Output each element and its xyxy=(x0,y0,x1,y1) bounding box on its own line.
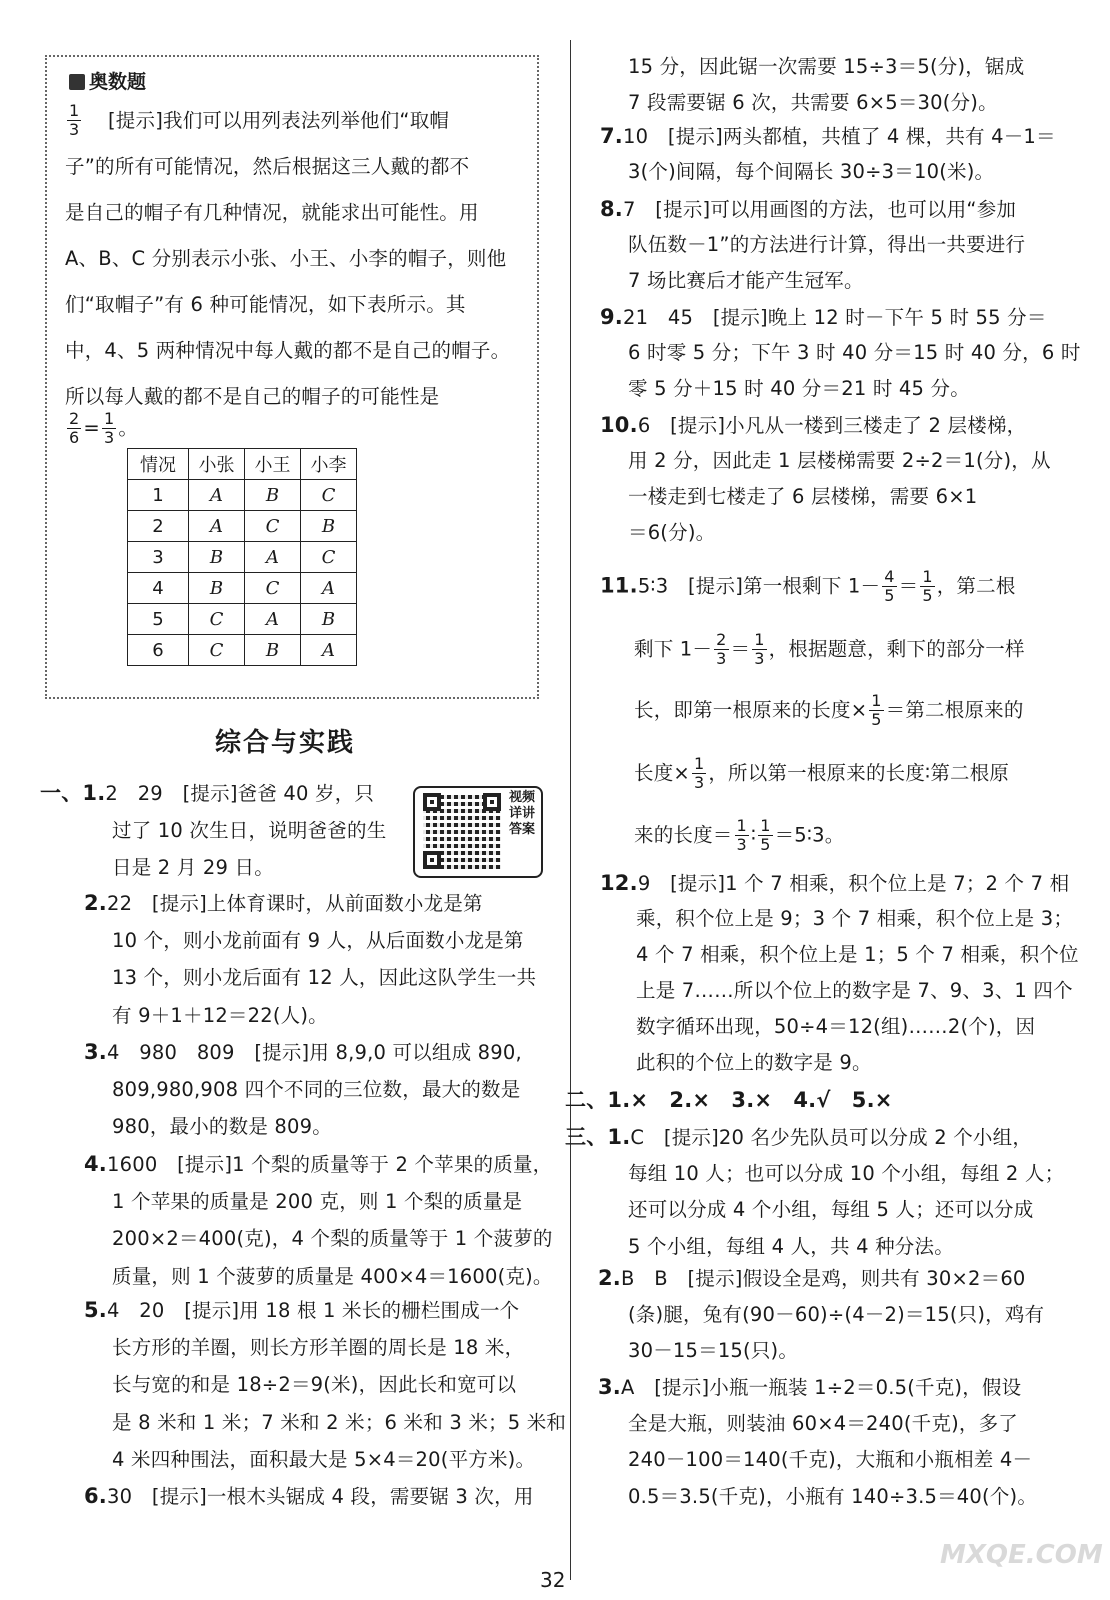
watermark-logo: MXQE.COM xyxy=(940,1540,1103,1570)
answer-line: 13 个，则小龙后面有 12 人，因此这队学生一共 xyxy=(112,966,537,989)
answer-line: 1 个苹果的质量是 200 克，则 1 个梨的质量是 xyxy=(112,1189,523,1213)
answer-line: 10 个，则小龙前面有 9 人，从后面数小龙是第 xyxy=(112,928,524,952)
olympiad-title: 奥数题 xyxy=(69,67,146,94)
answer-line: (条)腿，兔有(90－60)÷(4－2)＝15(只)，鸡有 xyxy=(628,1302,1045,1326)
item-number: 2. xyxy=(84,891,107,915)
answer-line: 零 5 分＋15 时 40 分＝21 时 45 分。 xyxy=(628,377,970,400)
olympiad-text-line: 中，4、5 两种情况中每人戴的都不是自己的帽子。 xyxy=(65,339,511,362)
qr-code-box[interactable] xyxy=(413,786,543,878)
answer-line: 质量，则 1 个菠萝的质量是 400×4＝1600(克)。 xyxy=(112,1264,553,1288)
item-number: 12. xyxy=(600,871,638,895)
answer-line: 6.30 [提示]一根木头锯成 4 段，需要锯 3 次，用 xyxy=(84,1484,534,1508)
olympiad-text-line: A、B、C 分别表示小张、小王、小李的帽子，则他 xyxy=(65,247,507,270)
table-header: 情况 小张 小王 小李 xyxy=(128,449,357,480)
answer-line: 0.5＝3.5(千克)，小瓶有 140÷3.5＝40(个)。 xyxy=(628,1484,1038,1508)
item-number: 三、1. xyxy=(565,1125,631,1149)
olympiad-final: $\frac{2}{6}$ = $\frac{1}{3}$ 。 xyxy=(69,409,139,448)
answer-line: 4 个 7 相乘，积个位上是 1；5 个 7 相乘，积个位 xyxy=(636,943,1079,966)
answer-line: 4 米四种围法，面积最大是 5×4＝20(平方米)。 xyxy=(112,1448,536,1471)
answer-line: 12.9 [提示]1 个 7 相乘，积个位上是 7；2 个 7 相 xyxy=(600,871,1070,895)
answer-line: 10.6 [提示]小凡从一楼到三楼走了 2 层楼梯， xyxy=(600,413,1027,437)
answer-line: 980，最小的数是 809。 xyxy=(112,1115,332,1138)
answer-line: 上是 7……所以个位上的数字是 7、9、3、1 四个 xyxy=(636,979,1073,1002)
qr-finder-icon xyxy=(423,793,441,811)
olympiad-text-line: 们“取帽子”有 6 种可能情况，如下表所示。其 xyxy=(65,293,466,316)
answer-line: 3.4 980 809 [提示]用 8,9,0 可以组成 890, xyxy=(84,1040,522,1064)
table-row: 4 B C A xyxy=(128,573,357,604)
answer-line: 30－15＝15(只)。 xyxy=(628,1339,799,1362)
item-number: 8. xyxy=(600,197,623,221)
answer-line: 是 8 米和 1 米；7 米和 2 米；6 米和 3 米；5 米和 xyxy=(112,1410,567,1434)
olympiad-text-line: 是自己的帽子有几种情况，就能求出可能性。用 xyxy=(65,201,479,224)
answer-line: 2.22 [提示]上体育课时，从前面数小龙是第 xyxy=(84,891,483,915)
answer-line: 5 个小组，每组 4 人，共 4 种分法。 xyxy=(628,1234,954,1258)
olympiad-text-line: 所以每人戴的都不是自己的帽子的可能性是 xyxy=(65,385,440,408)
answer-line: 全是大瓶，则装油 60×4＝240(千克)，多了 xyxy=(628,1411,1018,1435)
answer-line: 还可以分成 4 个小组，每组 5 人；还可以分成 xyxy=(628,1198,1034,1221)
q11-line-1: 11.5∶3 [提示]第一根剩下 1－ $\frac{4}{5}$ ＝ $\frac{1}{5}$ ，第二根 xyxy=(600,567,1016,606)
hat-table xyxy=(127,448,357,666)
q11-line-3: 长，即第一根原来的长度× $\frac{1}{5}$ ＝第二根原来的 xyxy=(634,691,1024,730)
qr-finder-icon xyxy=(423,851,441,869)
answer-line: 乘，积个位上是 9；3 个 7 相乘，积个位上是 3； xyxy=(636,907,1074,930)
item-number: 5. xyxy=(84,1298,107,1322)
q11-line-5: 来的长度＝ $\frac{1}{3}$ ∶ $\frac{1}{5}$ ＝5∶3。 xyxy=(634,816,845,855)
answer-line: 8.7 [提示]可以用画图的方法，也可以用“参加 xyxy=(600,197,1017,221)
answer-line: 一楼走到七楼走了 6 层楼梯，需要 6×1 xyxy=(628,485,978,508)
answer-line: 数字循环出现，50÷4＝12(组)……2(个)，因 xyxy=(636,1015,1036,1038)
table-row: 3 B A C xyxy=(128,542,357,573)
item-number: 2. xyxy=(598,1266,621,1290)
qr-label: 视频详讲答案 xyxy=(509,790,536,837)
table-row: 6 C B A xyxy=(128,635,357,666)
table-row: 5 C A B xyxy=(128,604,357,635)
answer-line: 6 时零 5 分；下午 3 时 40 分＝15 时 40 分，6 时 xyxy=(628,341,1081,364)
answer-line: ＝6(分)。 xyxy=(628,521,716,544)
olympiad-text-line: [提示]我们可以用列表法列举他们“取帽 xyxy=(108,109,450,132)
answer-line: 过了 10 次生日，说明爸爸的生 xyxy=(112,818,387,842)
answer-line: 长与宽的和是 18÷2＝9(米)，因此长和宽可以 xyxy=(112,1373,517,1396)
olympiad-answer: $\frac{1}{3}$ xyxy=(69,101,80,140)
column-divider xyxy=(570,40,571,1580)
answer-line: 队伍数－1”的方法进行计算，得出一共要进行 xyxy=(628,233,1026,256)
answer-line: 200×2＝400(克)，4 个梨的质量等于 1 个菠萝的 xyxy=(112,1227,553,1250)
answer-line: 有 9＋1＋12＝22(人)。 xyxy=(112,1003,328,1027)
page-number: 32 xyxy=(540,1568,566,1592)
answer-line: 用 2 分，因此走 1 层楼梯需要 2÷2＝1(分)，从 xyxy=(628,449,1051,472)
box-icon xyxy=(69,74,85,90)
item-number: 3. xyxy=(598,1375,621,1399)
answer-line: 7.10 [提示]两头都植，共植了 4 棵，共有 4－1＝ xyxy=(600,124,1056,148)
answer-line: 三、1.C [提示]20 名少先队员可以分成 2 个小组， xyxy=(565,1125,1033,1149)
answer-line: 长方形的羊圈，则长方形羊圈的周长是 18 米， xyxy=(112,1335,525,1359)
answer-line: 2.B B [提示]假设全是鸡，则共有 30×2＝60 xyxy=(598,1266,1026,1290)
answer-line: 每组 10 人；也可以分成 10 个小组，每组 2 人； xyxy=(628,1161,1065,1185)
item-number: 6. xyxy=(84,1484,107,1508)
part-2: 二、1.× 2.× 3.× 4.√ 5.× xyxy=(565,1088,893,1112)
table-row: 2 A C B xyxy=(128,511,357,542)
table-row: 1 A B C xyxy=(128,480,357,511)
item-number: 一、1. xyxy=(40,781,106,805)
answer-line: 7 场比赛后才能产生冠军。 xyxy=(628,269,864,292)
olympiad-text-line: 子”的所有可能情况，然后根据这三人戴的都不 xyxy=(65,155,470,178)
item-number: 4. xyxy=(84,1152,107,1176)
answer-line: 4.1600 [提示]1 个梨的质量等于 2 个苹果的质量， xyxy=(84,1152,553,1176)
answer-line: 3(个)间隔，每个间隔长 30÷3＝10(米)。 xyxy=(628,160,995,183)
item-number: 10. xyxy=(600,413,638,437)
qr-finder-icon xyxy=(483,793,501,811)
item-number: 3. xyxy=(84,1040,107,1064)
answer-line: 一、1.2 29 [提示]爸爸 40 岁，只 xyxy=(40,781,375,805)
answer-line: 9.21 45 [提示]晚上 12 时－下午 5 时 55 分＝ xyxy=(600,305,1047,329)
answer-line: 7 段需要锯 6 次，共需要 6×5＝30(分)。 xyxy=(628,91,998,114)
answer-line: 240－100＝140(千克)，大瓶和小瓶相差 4－ xyxy=(628,1448,1033,1471)
answer-line: 此积的个位上的数字是 9。 xyxy=(636,1051,872,1074)
answer-line: 日是 2 月 29 日。 xyxy=(112,856,274,879)
section-title: 综合与实践 xyxy=(215,728,356,758)
item-number: 9. xyxy=(600,305,623,329)
item-number: 7. xyxy=(600,124,623,148)
q11-line-2: 剩下 1－ $\frac{2}{3}$ ＝ $\frac{1}{3}$ ，根据题意，剩下的部分一样 xyxy=(634,630,1025,669)
answer-line: 3.A [提示]小瓶一瓶装 1÷2＝0.5(千克)，假设 xyxy=(598,1375,1022,1399)
answer-line: 15 分，因此锯一次需要 15÷3＝5(分)，锯成 xyxy=(628,55,1025,78)
answer-line: 809,980,908 四个不同的三位数，最大的数是 xyxy=(112,1077,521,1101)
answer-line: 5.4 20 [提示]用 18 根 1 米长的栅栏围成一个 xyxy=(84,1298,520,1322)
q11-line-4: 长度× $\frac{1}{3}$ ，所以第一根原来的长度∶第二根原 xyxy=(634,754,1010,793)
